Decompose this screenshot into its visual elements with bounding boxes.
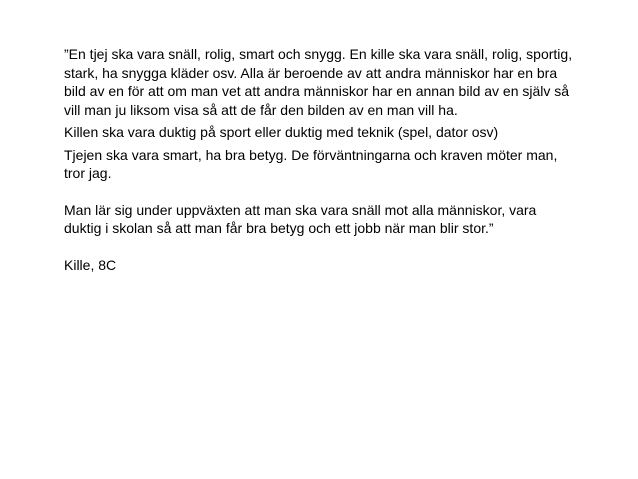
quote-paragraph-3: Tjejen ska vara smart, ha bra betyg. De förväntningarna och kraven möter man, tror jag. (64, 146, 558, 181)
quote-attribution: Kille, 8C (64, 256, 117, 273)
quote-paragraph-4: Man lär sig under uppväxten att man ska vara snäll mot alla människor, vara duktig i skolan så att man får bra betyg och ett jobb när man blir stor.” (64, 201, 537, 236)
quote-paragraph-1: ”En tjej ska vara snäll, rolig, smart och snygg. En kille ska vara snäll, rolig, sportig, stark, ha snygga kläder osv. Alla är beroende av att andra människor har en bra bild av en för att om man vet att andra människor har en annan bild av en själv så vill man ju liksom visa så att de får den bilden av en man vill ha. (64, 46, 573, 118)
slide-body (64, 45, 574, 274)
quote-paragraph-2: Killen ska vara duktig på sport eller duktig med teknik (spel, dator osv) (64, 124, 499, 140)
